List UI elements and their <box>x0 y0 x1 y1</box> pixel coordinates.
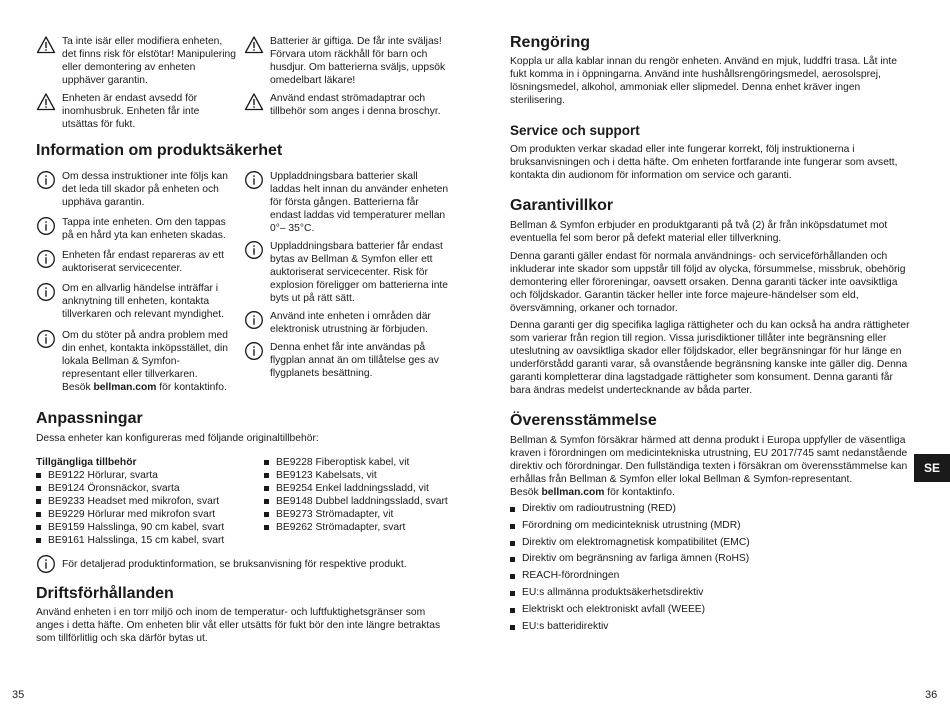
info-icon <box>36 329 56 349</box>
language-tab: SE <box>914 454 950 482</box>
list-item: BE9161 Halsslinga, 15 cm kabel, svart <box>36 534 251 547</box>
overensstammelse-heading: Överensstämmelse <box>510 412 657 429</box>
page-number-right: 36 <box>925 689 938 701</box>
list-item: BE9254 Enkel laddningssladd, vit <box>264 482 464 495</box>
anpassningar-intro: Dessa enheter kan konfigureras med följande originaltillbehör: <box>36 433 319 444</box>
list-item: Elektriskt och elektroniskt avfall (WEEE) <box>510 602 905 619</box>
product-info-note <box>36 554 456 574</box>
warning-text: Ta inte isär eller modifiera enheten, det finns risk för elstötar! Manipulering eller demontering av enheten upphäver garantin. <box>62 36 236 86</box>
list-item: BE9123 Kabelsats, vit <box>264 469 464 482</box>
warning-icon <box>36 92 56 112</box>
info-icon <box>244 240 264 260</box>
list-item: BE9159 Halsslinga, 90 cm kabel, svart <box>36 521 251 534</box>
safety-text: Om du stöter på andra problem med din enhet, kontakta inköpsstället, din lokala Bellman & Symfon-representant eller tillverkaren. Besök bellman.com för kontaktinfo. <box>62 330 229 393</box>
safety-item <box>244 240 449 305</box>
list-item: EU:s allmänna produktsäkerhetsdirektiv <box>510 585 905 602</box>
safety-text: Uppladdningsbara batterier skall laddas helt innan du använder enheten för första gången. Batterierna får endast laddas vid temperaturer mellan 0°– 35°C. <box>270 171 449 234</box>
list-item: BE9273 Strömadapter, vit <box>264 508 464 521</box>
warning-icon <box>244 92 264 112</box>
list-item: BE9124 Öronsnäckor, svarta <box>36 482 251 495</box>
warning-text: Batterier är giftiga. De får inte sväljas! Förvara utom räckhåll för barn och husdjur. Om batterierna sväljs, uppsök omedelbart läkare! <box>270 36 446 86</box>
info-icon <box>244 341 264 361</box>
list-item: EU:s batteridirektiv <box>510 619 905 636</box>
warning-item <box>244 92 449 118</box>
drift-text: Använd enheten i en torr miljö och inom de temperatur- och luftfuktighetsgränser som anges i detta häfte. Om enheten blir våt eller utsätts för fukt bör den inte längre betraktas som tillförlitlig och ska därför bytas ut. <box>36 607 441 644</box>
anpassningar-heading: Anpassningar <box>36 410 143 427</box>
overensstammelse-text: Bellman & Symfon försäkrar härmed att denna produkt i Europa uppfyller de väsentliga kraven i förordningen om medicintekniska utrustning, EU 2017/745 samt nedanstående direktiv och förordningar. Den fullständiga texten i försäkran om överensstämmelse kan erhållas från Bellman & Symfon eller lokal Bellman & Symfon-representant. Besök bellman.com för kontaktinfo. <box>510 435 908 498</box>
info-icon <box>36 216 56 236</box>
safety-text: Om en allvarlig händelse inträffar i anknytning till enheten, kontakta tillverkaren och relevant myndighet. <box>62 283 224 320</box>
page-number-left: 35 <box>12 689 25 701</box>
bellman-link[interactable]: bellman.com <box>541 487 605 498</box>
note-text: För detaljerad produktinformation, se bruksanvisning för respektive produkt. <box>62 558 407 570</box>
garanti-p1: Bellman & Symfon erbjuder en produktgaranti på två (2) år från inköpsdatumet mot eventuella fel som beror på defekt material eller tillverkning. <box>510 220 888 244</box>
safety-item <box>244 170 449 235</box>
info-icon <box>244 170 264 190</box>
list-item: BE9229 Hörlurar med mikrofon svart <box>36 508 251 521</box>
service-text: Om produkten verkar skadad eller inte fungerar korrekt, följ instruktionerna i bruksanvisningen och i detta häfte. Om enheten fortfarande inte fungerar som avsett, kontakta din audionom för information om service och garanti. <box>510 144 898 181</box>
accessories-heading: Tillgängliga tillbehör <box>36 457 137 468</box>
garanti-heading: Garantivillkor <box>510 197 614 214</box>
warning-icon <box>36 35 56 55</box>
list-item: Direktiv om elektromagnetisk kompatibilitet (EMC) <box>510 535 905 552</box>
safety-text: Tappa inte enheten. Om den tappas på en hård yta kan enheten skadas. <box>62 217 226 241</box>
list-item: BE9228 Fiberoptisk kabel, vit <box>264 456 464 469</box>
directives-list <box>510 501 905 635</box>
rengoring-text: Koppla ur alla kablar innan du rengör enheten. Använd en mjuk, luddfri trasa. Låt inte fukt komma in i öppningarna. Använd inte hushållsrengöringsmedel, aerosolsprej, lösningsmedel, alkohol, ammoniak eller slipmedel. Denna enhet kräver ingen sterilisering. <box>510 56 897 106</box>
safety-item <box>36 170 236 209</box>
warning-item <box>36 35 236 87</box>
rengoring-heading: Rengöring <box>510 34 590 51</box>
warning-text: Använd endast strömadaptrar och tillbehör som anges i denna broschyr. <box>270 93 441 117</box>
info-icon <box>36 170 56 190</box>
safety-text: Använd inte enheten i områden där elektronisk utrustning är förbjuden. <box>270 311 431 335</box>
list-item: Förordning om medicinteknisk utrustning (MDR) <box>510 518 905 535</box>
safety-item <box>244 341 449 380</box>
warning-item <box>244 35 449 87</box>
safety-text: Denna enhet får inte användas på flygplan annat än om tillåtelse ges av flygplanets besättning. <box>270 342 439 379</box>
garanti-p3: Denna garanti ger dig specifika lagliga rättigheter och du kan också ha andra rättigheter som varierar från region till region. Vissa jurisdiktioner tillåter inte begränsning eller uteslutning av oavsiktliga skador eller följdskador, eller begränsningar för hur länge en underförstådd garanti varar, så ovanstående begränsning kanske inte gäller dig. Denna garanti kompletterar dina lagstadgade rättigheter som konsument. Denna garanti får bara ändras medelst undertecknande av båda parter. <box>510 320 910 396</box>
info-icon <box>36 282 56 302</box>
safety-item <box>244 310 449 336</box>
safety-heading: Information om produktsäkerhet <box>36 142 283 159</box>
list-item: Direktiv om begränsning av farliga ämnen (RoHS) <box>510 551 905 568</box>
list-item: BE9233 Headset med mikrofon, svart <box>36 495 251 508</box>
safety-text: Enheten får endast repareras av ett auktoriserat servicecenter. <box>62 250 224 274</box>
list-item: REACH-förordningen <box>510 568 905 585</box>
bellman-link[interactable]: bellman.com <box>93 382 157 393</box>
list-item: BE9148 Dubbel laddningssladd, svart <box>264 495 464 508</box>
safety-text: Om dessa instruktioner inte följs kan det leda till skador på enheten och upphäva garantin. <box>62 171 228 208</box>
safety-text: Uppladdningsbara batterier får endast bytas av Bellman & Symfon eller ett auktoriserat servicecenter. Risk för explosion föreligger om batterierna inte byts ut på rätt sätt. <box>270 241 449 304</box>
drift-heading: Driftsförhållanden <box>36 585 174 602</box>
warning-text: Enheten är endast avsedd för inomhusbruk. Enheten får inte utsättas för fukt. <box>62 93 200 130</box>
accessories-list-1 <box>36 469 251 547</box>
info-icon <box>36 554 56 574</box>
accessories-list-2 <box>264 456 464 534</box>
list-item: Direktiv om radioutrustning (RED) <box>510 501 905 518</box>
safety-item <box>36 216 236 242</box>
service-heading: Service och support <box>510 123 640 138</box>
warning-item <box>36 92 236 131</box>
safety-item <box>36 282 236 321</box>
info-icon <box>244 310 264 330</box>
info-icon <box>36 249 56 269</box>
garanti-p2: Denna garanti gäller endast för normala användnings- och serviceförhållanden och inkluderar inte skador som uppstår till följd av olycka, försummelse, missbruk, obehörig demontering eller föroreningar, oavsett orsaken. Denna garanti täcker inte oavsiktliga och följdskador. Garantin täcker heller inte force majeure-händelser som eld, översvämning, orkaner och tornador. <box>510 251 906 314</box>
safety-item <box>36 249 236 275</box>
list-item: BE9122 Hörlurar, svarta <box>36 469 251 482</box>
warning-icon <box>244 35 264 55</box>
safety-item <box>36 329 236 394</box>
list-item: BE9262 Strömadapter, svart <box>264 521 464 534</box>
